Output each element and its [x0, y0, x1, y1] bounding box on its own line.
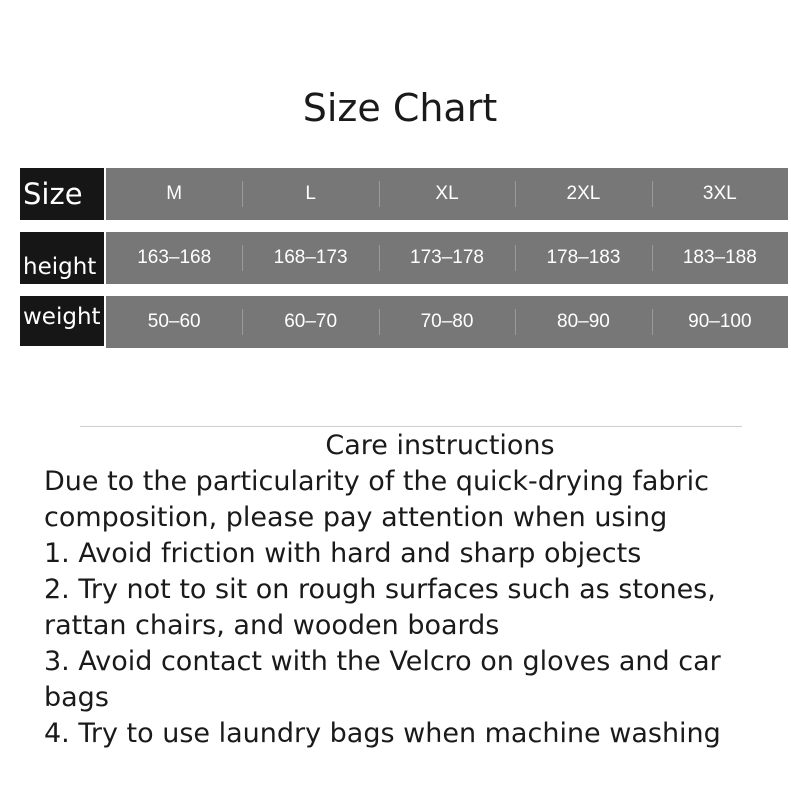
- weight-cell: 50–60: [147, 311, 201, 332]
- section-divider: [80, 426, 742, 427]
- weight-row-values: [106, 296, 788, 348]
- care-instructions: [44, 464, 784, 752]
- weight-cell: 80–90: [515, 311, 651, 333]
- height-cell: 178–183: [515, 247, 651, 269]
- weight-cell: 60–70: [242, 311, 378, 333]
- height-cell: 173–178: [379, 247, 515, 269]
- size-row: [20, 168, 788, 220]
- weight-row: [20, 296, 788, 348]
- care-line: 2. Try not to sit on rough surfaces such as stones, rattan chairs, and wooden boards: [44, 574, 716, 641]
- care-line: 3. Avoid contact with the Velcro on gloves and car bags: [44, 646, 721, 713]
- size-cell: 3XL: [652, 183, 788, 205]
- care-line: Due to the particularity of the quick-drying fabric composition, please pay attention when using: [44, 466, 709, 533]
- size-cell: XL: [379, 183, 515, 205]
- height-row-values: [106, 232, 788, 284]
- care-line: 4. Try to use laundry bags when machine washing: [44, 718, 721, 749]
- height-cell: 163–168: [137, 247, 212, 268]
- care-line: 1. Avoid friction with hard and sharp objects: [44, 538, 642, 569]
- height-cell: 168–173: [242, 247, 378, 269]
- size-cell: M: [166, 183, 183, 204]
- weight-cell: 90–100: [652, 311, 788, 333]
- size-row-values: [106, 168, 788, 220]
- size-cell: 2XL: [515, 183, 651, 205]
- height-row: [20, 232, 788, 284]
- page-title: Size Chart: [302, 86, 498, 130]
- weight-row-label: weight: [20, 296, 104, 346]
- size-cell: L: [242, 183, 378, 205]
- height-cell: 183–188: [652, 247, 788, 269]
- size-row-label: Size: [20, 168, 104, 220]
- weight-cell: 70–80: [379, 311, 515, 333]
- care-title: Care instructions: [325, 430, 555, 461]
- height-row-label: height: [20, 232, 104, 284]
